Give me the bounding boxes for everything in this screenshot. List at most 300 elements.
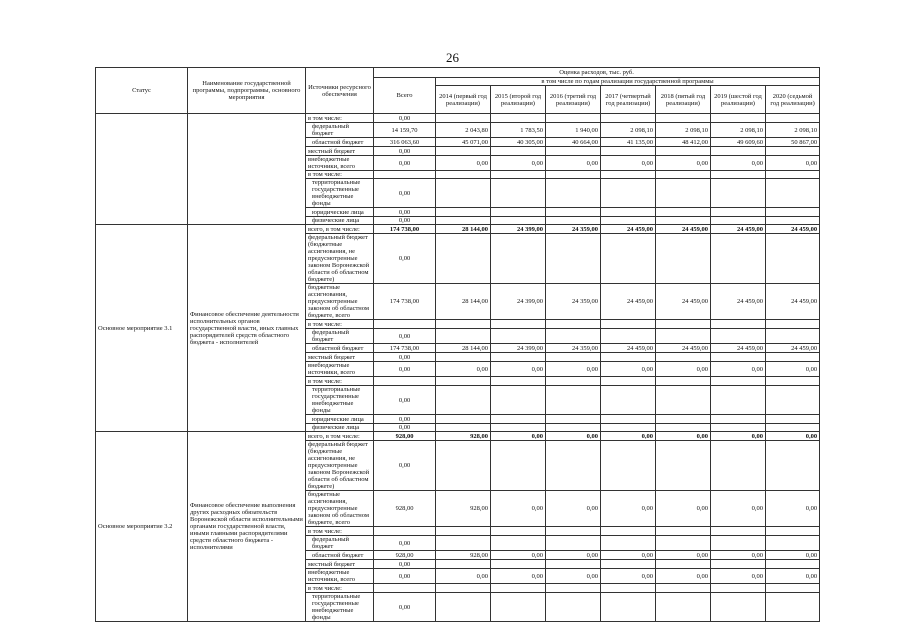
year-value-cell: 0,00 xyxy=(546,551,601,560)
year-value-cell xyxy=(656,560,711,569)
source-cell: федеральный бюджет xyxy=(306,536,374,551)
year-value-cell: 0,00 xyxy=(436,156,491,171)
year-value-cell xyxy=(436,234,491,284)
year-value-cell xyxy=(436,584,491,593)
source-cell: бюджетные ассигнования, предусмотренные законом об областном бюджете, всего xyxy=(306,491,374,527)
table-row xyxy=(96,225,820,234)
year-value-cell xyxy=(766,320,820,329)
year-value-cell xyxy=(766,441,820,491)
year-value-cell xyxy=(601,386,656,415)
header-status: Статус xyxy=(96,68,188,114)
page-number: 26 xyxy=(446,50,459,65)
year-value-cell xyxy=(766,593,820,622)
year-value-cell xyxy=(491,593,546,622)
year-value-cell xyxy=(601,377,656,386)
year-value-cell: 0,00 xyxy=(491,551,546,560)
header-year: 2016 (третий год реализации) xyxy=(546,86,601,114)
year-value-cell xyxy=(491,147,546,156)
year-value-cell xyxy=(546,320,601,329)
total-cell: 0,00 xyxy=(374,569,436,584)
source-cell: областной бюджет xyxy=(306,138,374,147)
year-value-cell: 0,00 xyxy=(491,491,546,527)
year-value-cell xyxy=(656,217,711,225)
year-value-cell xyxy=(601,593,656,622)
total-cell xyxy=(374,377,436,386)
year-value-cell: 24 459,00 xyxy=(766,225,820,234)
total-cell xyxy=(374,527,436,536)
year-value-cell xyxy=(656,377,711,386)
year-value-cell xyxy=(601,208,656,217)
year-value-cell xyxy=(656,320,711,329)
year-value-cell xyxy=(436,527,491,536)
year-value-cell xyxy=(766,415,820,424)
header-year: 2020 (седьмой год реализации) xyxy=(766,86,820,114)
year-value-cell xyxy=(711,536,766,551)
year-value-cell xyxy=(491,415,546,424)
year-value-cell xyxy=(601,353,656,362)
total-cell: 928,00 xyxy=(374,491,436,527)
year-value-cell xyxy=(711,441,766,491)
total-cell: 0,00 xyxy=(374,114,436,123)
header-name: Наименование государственной программы, подпрограммы, основного мероприятия xyxy=(188,68,306,114)
year-value-cell xyxy=(766,424,820,432)
year-value-cell xyxy=(436,424,491,432)
header-by-years: в том числе по годам реализации государственной программы xyxy=(436,78,820,86)
year-value-cell: 0,00 xyxy=(656,432,711,441)
name-cell: Финансовое обеспечение деятельности исполнительных органов государственной власти, иных главных распорядителей средств областного бюджета - исполнителей xyxy=(188,225,306,432)
year-value-cell xyxy=(436,560,491,569)
source-cell: местный бюджет xyxy=(306,560,374,569)
year-value-cell xyxy=(491,560,546,569)
year-value-cell: 1 940,00 xyxy=(546,123,601,138)
year-value-cell xyxy=(656,424,711,432)
year-value-cell xyxy=(546,329,601,344)
total-cell: 0,00 xyxy=(374,179,436,208)
year-value-cell: 45 071,00 xyxy=(436,138,491,147)
expense-table xyxy=(95,67,820,622)
total-cell: 0,00 xyxy=(374,593,436,622)
year-value-cell: 0,00 xyxy=(656,491,711,527)
year-value-cell xyxy=(436,147,491,156)
year-value-cell xyxy=(711,147,766,156)
year-value-cell xyxy=(711,386,766,415)
year-value-cell: 0,00 xyxy=(711,362,766,377)
header-total: Всего xyxy=(374,78,436,114)
year-value-cell: 2 098,10 xyxy=(766,123,820,138)
source-cell: в том числе: xyxy=(306,377,374,386)
total-cell: 0,00 xyxy=(374,156,436,171)
year-value-cell xyxy=(656,593,711,622)
year-value-cell xyxy=(711,527,766,536)
year-value-cell xyxy=(436,593,491,622)
source-cell: федеральный бюджет (бюджетные ассигнования, не предусмотренные законом Воронежской области об областном бюджете) xyxy=(306,234,374,284)
status-cell xyxy=(96,114,188,225)
year-value-cell xyxy=(766,147,820,156)
year-value-cell xyxy=(436,353,491,362)
year-value-cell: 0,00 xyxy=(656,156,711,171)
source-cell: местный бюджет xyxy=(306,147,374,156)
source-cell: всего, в том числе: xyxy=(306,432,374,441)
year-value-cell xyxy=(436,329,491,344)
year-value-cell xyxy=(491,536,546,551)
year-value-cell xyxy=(436,171,491,179)
year-value-cell xyxy=(656,171,711,179)
year-value-cell: 24 459,00 xyxy=(711,284,766,320)
year-value-cell xyxy=(491,386,546,415)
year-value-cell xyxy=(601,234,656,284)
year-value-cell: 0,00 xyxy=(491,156,546,171)
source-cell: федеральный бюджет xyxy=(306,329,374,344)
year-value-cell xyxy=(656,386,711,415)
year-value-cell xyxy=(656,208,711,217)
year-value-cell xyxy=(546,179,601,208)
year-value-cell xyxy=(546,415,601,424)
year-value-cell: 41 135,00 xyxy=(601,138,656,147)
total-cell: 0,00 xyxy=(374,386,436,415)
year-value-cell: 24 399,00 xyxy=(491,284,546,320)
year-value-cell xyxy=(601,527,656,536)
year-value-cell xyxy=(436,179,491,208)
year-value-cell xyxy=(656,536,711,551)
year-value-cell xyxy=(766,560,820,569)
source-cell: территориальные государственные внебюджетные фонды xyxy=(306,179,374,208)
year-value-cell xyxy=(601,171,656,179)
source-cell: местный бюджет xyxy=(306,353,374,362)
year-value-cell xyxy=(491,171,546,179)
year-value-cell: 24 399,00 xyxy=(491,344,546,353)
year-value-cell: 0,00 xyxy=(711,551,766,560)
year-value-cell: 0,00 xyxy=(711,491,766,527)
year-value-cell xyxy=(436,320,491,329)
header-year: 2019 (шестой год реализации) xyxy=(711,86,766,114)
total-cell: 174 738,00 xyxy=(374,284,436,320)
total-cell: 928,00 xyxy=(374,432,436,441)
year-value-cell xyxy=(766,536,820,551)
year-value-cell: 0,00 xyxy=(766,569,820,584)
year-value-cell: 28 144,00 xyxy=(436,284,491,320)
year-value-cell: 0,00 xyxy=(601,491,656,527)
year-value-cell xyxy=(601,114,656,123)
year-value-cell xyxy=(546,377,601,386)
year-value-cell xyxy=(436,377,491,386)
year-value-cell xyxy=(766,217,820,225)
year-value-cell: 50 867,00 xyxy=(766,138,820,147)
name-cell xyxy=(188,114,306,225)
year-value-cell xyxy=(546,527,601,536)
year-value-cell: 24 459,00 xyxy=(711,225,766,234)
year-value-cell: 24 359,00 xyxy=(546,284,601,320)
year-value-cell xyxy=(601,536,656,551)
total-cell: 0,00 xyxy=(374,441,436,491)
year-value-cell: 0,00 xyxy=(711,156,766,171)
year-value-cell: 0,00 xyxy=(491,569,546,584)
year-value-cell xyxy=(711,377,766,386)
year-value-cell: 1 783,50 xyxy=(491,123,546,138)
name-cell: Финансовое обеспечение выполнения других расходных обязательств Воронежской области исполнительными органами государственной власти, иными главными распорядителями средств областного бюджета - исполнителями xyxy=(188,432,306,622)
year-value-cell xyxy=(766,171,820,179)
table-row xyxy=(96,432,820,441)
year-value-cell xyxy=(766,386,820,415)
year-value-cell: 0,00 xyxy=(766,491,820,527)
total-cell xyxy=(374,320,436,329)
source-cell: в том числе: xyxy=(306,320,374,329)
year-value-cell xyxy=(546,147,601,156)
year-value-cell xyxy=(711,217,766,225)
source-cell: территориальные государственные внебюджетные фонды xyxy=(306,593,374,622)
year-value-cell: 0,00 xyxy=(436,362,491,377)
year-value-cell: 0,00 xyxy=(601,432,656,441)
year-value-cell xyxy=(491,179,546,208)
year-value-cell: 928,00 xyxy=(436,551,491,560)
year-value-cell xyxy=(656,584,711,593)
total-cell: 14 159,70 xyxy=(374,123,436,138)
year-value-cell xyxy=(546,560,601,569)
source-cell: бюджетные ассигнования, предусмотренные законом об областном бюджете, всего xyxy=(306,284,374,320)
year-value-cell xyxy=(601,415,656,424)
year-value-cell: 24 359,00 xyxy=(546,344,601,353)
year-value-cell xyxy=(491,424,546,432)
year-value-cell xyxy=(491,584,546,593)
year-value-cell xyxy=(601,179,656,208)
year-value-cell xyxy=(711,234,766,284)
total-cell: 0,00 xyxy=(374,415,436,424)
year-value-cell: 2 098,10 xyxy=(601,123,656,138)
year-value-cell: 0,00 xyxy=(656,362,711,377)
total-cell: 0,00 xyxy=(374,217,436,225)
total-cell: 0,00 xyxy=(374,424,436,432)
source-cell: в том числе: xyxy=(306,584,374,593)
year-value-cell: 0,00 xyxy=(656,569,711,584)
source-cell: физические лица xyxy=(306,424,374,432)
year-value-cell xyxy=(766,329,820,344)
year-value-cell xyxy=(711,593,766,622)
total-cell: 0,00 xyxy=(374,560,436,569)
year-value-cell xyxy=(711,179,766,208)
year-value-cell: 0,00 xyxy=(491,432,546,441)
year-value-cell xyxy=(766,114,820,123)
year-value-cell xyxy=(436,415,491,424)
year-value-cell: 24 459,00 xyxy=(656,344,711,353)
source-cell: всего, в том числе: xyxy=(306,225,374,234)
total-cell xyxy=(374,584,436,593)
year-value-cell xyxy=(601,217,656,225)
source-cell: в том числе: xyxy=(306,527,374,536)
year-value-cell: 0,00 xyxy=(546,156,601,171)
year-value-cell: 928,00 xyxy=(436,432,491,441)
year-value-cell xyxy=(436,386,491,415)
year-value-cell: 0,00 xyxy=(601,551,656,560)
year-value-cell: 0,00 xyxy=(546,569,601,584)
year-value-cell: 24 459,00 xyxy=(656,284,711,320)
year-value-cell: 0,00 xyxy=(711,432,766,441)
year-value-cell xyxy=(766,234,820,284)
year-value-cell xyxy=(711,584,766,593)
year-value-cell xyxy=(711,424,766,432)
year-value-cell: 0,00 xyxy=(766,432,820,441)
total-cell: 316 063,60 xyxy=(374,138,436,147)
year-value-cell xyxy=(491,527,546,536)
source-cell: областной бюджет xyxy=(306,344,374,353)
table-row xyxy=(96,114,820,123)
year-value-cell xyxy=(546,386,601,415)
year-value-cell xyxy=(656,114,711,123)
total-cell: 0,00 xyxy=(374,362,436,377)
year-value-cell: 24 459,00 xyxy=(766,284,820,320)
year-value-cell xyxy=(711,329,766,344)
year-value-cell xyxy=(491,353,546,362)
year-value-cell xyxy=(711,171,766,179)
year-value-cell xyxy=(546,234,601,284)
year-value-cell xyxy=(656,179,711,208)
year-value-cell: 2 098,10 xyxy=(656,123,711,138)
year-value-cell xyxy=(601,584,656,593)
year-value-cell xyxy=(491,114,546,123)
total-cell: 0,00 xyxy=(374,208,436,217)
year-value-cell: 24 459,00 xyxy=(656,225,711,234)
year-value-cell xyxy=(546,584,601,593)
year-value-cell xyxy=(491,377,546,386)
year-value-cell: 0,00 xyxy=(546,491,601,527)
year-value-cell xyxy=(546,171,601,179)
year-value-cell xyxy=(546,593,601,622)
source-cell: федеральный бюджет xyxy=(306,123,374,138)
year-value-cell xyxy=(546,114,601,123)
source-cell: внебюджетные источники, всего xyxy=(306,156,374,171)
year-value-cell xyxy=(711,353,766,362)
year-value-cell: 24 459,00 xyxy=(601,344,656,353)
year-value-cell xyxy=(491,329,546,344)
year-value-cell xyxy=(601,320,656,329)
year-value-cell xyxy=(601,147,656,156)
total-cell: 0,00 xyxy=(374,329,436,344)
source-cell: юридические лица xyxy=(306,415,374,424)
total-cell: 928,00 xyxy=(374,551,436,560)
year-value-cell xyxy=(491,320,546,329)
year-value-cell: 24 459,00 xyxy=(601,225,656,234)
year-value-cell: 0,00 xyxy=(436,569,491,584)
source-cell: федеральный бюджет (бюджетные ассигнования, не предусмотренные законом Воронежской области об областном бюджете) xyxy=(306,441,374,491)
year-value-cell xyxy=(656,353,711,362)
year-value-cell: 0,00 xyxy=(766,551,820,560)
year-value-cell: 0,00 xyxy=(601,156,656,171)
year-value-cell: 48 412,00 xyxy=(656,138,711,147)
year-value-cell: 40 305,00 xyxy=(491,138,546,147)
year-value-cell: 24 459,00 xyxy=(766,344,820,353)
source-cell: физические лица xyxy=(306,217,374,225)
year-value-cell xyxy=(656,329,711,344)
year-value-cell: 0,00 xyxy=(491,362,546,377)
total-cell: 174 738,00 xyxy=(374,225,436,234)
header-estimate: Оценка расходов, тыс. руб. xyxy=(374,68,820,78)
year-value-cell xyxy=(601,560,656,569)
header-year: 2017 (четвертый год реализации) xyxy=(601,86,656,114)
year-value-cell xyxy=(711,114,766,123)
year-value-cell: 49 609,60 xyxy=(711,138,766,147)
year-value-cell: 24 359,00 xyxy=(546,225,601,234)
source-cell: в том числе: xyxy=(306,114,374,123)
year-value-cell: 0,00 xyxy=(601,569,656,584)
year-value-cell: 24 459,00 xyxy=(711,344,766,353)
year-value-cell xyxy=(436,114,491,123)
year-value-cell xyxy=(546,424,601,432)
year-value-cell xyxy=(546,441,601,491)
source-cell: областной бюджет xyxy=(306,551,374,560)
year-value-cell: 0,00 xyxy=(546,362,601,377)
year-value-cell xyxy=(491,208,546,217)
year-value-cell xyxy=(546,217,601,225)
total-cell: 0,00 xyxy=(374,147,436,156)
header-source: Источники ресурсного обеспечения xyxy=(306,68,374,114)
year-value-cell xyxy=(766,584,820,593)
year-value-cell xyxy=(711,320,766,329)
year-value-cell: 0,00 xyxy=(711,569,766,584)
year-value-cell: 2 098,10 xyxy=(711,123,766,138)
year-value-cell: 28 144,00 xyxy=(436,225,491,234)
year-value-cell xyxy=(491,234,546,284)
year-value-cell xyxy=(656,234,711,284)
year-value-cell: 0,00 xyxy=(766,362,820,377)
year-value-cell: 0,00 xyxy=(601,362,656,377)
year-value-cell xyxy=(601,329,656,344)
source-cell: территориальные государственные внебюджетные фонды xyxy=(306,386,374,415)
year-value-cell xyxy=(601,441,656,491)
source-cell: внебюджетные источники, всего xyxy=(306,362,374,377)
year-value-cell xyxy=(711,560,766,569)
year-value-cell: 0,00 xyxy=(766,156,820,171)
total-cell: 0,00 xyxy=(374,353,436,362)
total-cell xyxy=(374,171,436,179)
year-value-cell xyxy=(766,179,820,208)
year-value-cell xyxy=(711,415,766,424)
year-value-cell xyxy=(491,441,546,491)
source-cell: юридические лица xyxy=(306,208,374,217)
year-value-cell xyxy=(491,217,546,225)
year-value-cell xyxy=(656,527,711,536)
year-value-cell: 28 144,00 xyxy=(436,344,491,353)
year-value-cell xyxy=(766,377,820,386)
year-value-cell: 24 459,00 xyxy=(601,284,656,320)
total-cell: 174 738,00 xyxy=(374,344,436,353)
year-value-cell: 40 664,00 xyxy=(546,138,601,147)
year-value-cell xyxy=(656,147,711,156)
year-value-cell: 24 399,00 xyxy=(491,225,546,234)
total-cell: 0,00 xyxy=(374,536,436,551)
year-value-cell xyxy=(766,527,820,536)
header-year: 2014 (первый год реализации) xyxy=(436,86,491,114)
year-value-cell xyxy=(766,353,820,362)
status-cell: Основное мероприятие 3.1 xyxy=(96,225,188,432)
year-value-cell xyxy=(766,208,820,217)
year-value-cell xyxy=(546,208,601,217)
status-cell: Основное мероприятие 3.2 xyxy=(96,432,188,622)
year-value-cell xyxy=(546,353,601,362)
year-value-cell: 0,00 xyxy=(656,551,711,560)
year-value-cell xyxy=(436,217,491,225)
year-value-cell: 2 043,80 xyxy=(436,123,491,138)
year-value-cell xyxy=(436,208,491,217)
year-value-cell xyxy=(546,536,601,551)
header-year: 2015 (второй год реализации) xyxy=(491,86,546,114)
year-value-cell: 928,00 xyxy=(436,491,491,527)
year-value-cell xyxy=(601,424,656,432)
year-value-cell xyxy=(711,208,766,217)
year-value-cell xyxy=(656,441,711,491)
source-cell: внебюджетные источники, всего xyxy=(306,569,374,584)
year-value-cell xyxy=(656,415,711,424)
year-value-cell: 0,00 xyxy=(546,432,601,441)
year-value-cell xyxy=(436,536,491,551)
source-cell: в том числе: xyxy=(306,171,374,179)
